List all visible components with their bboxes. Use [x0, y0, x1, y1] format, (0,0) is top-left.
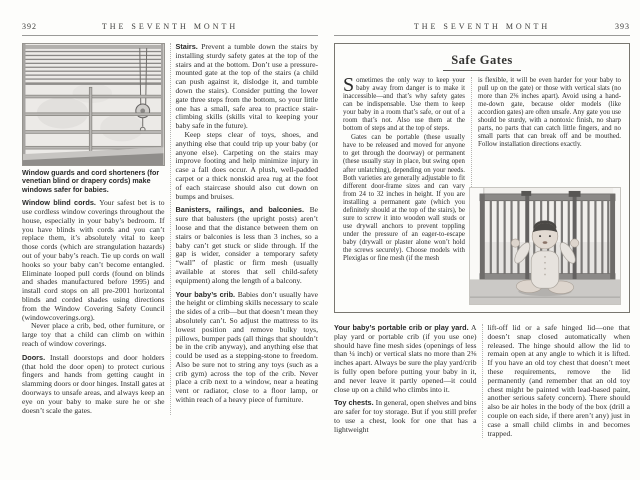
- paragraph-stairs: [176, 43, 319, 131]
- box-column-2: [478, 77, 621, 305]
- paragraph-play-yard: [334, 324, 477, 394]
- paragraph: is flexible, it will be even harder for your baby to pull up on the gate) or those with vertical slats (no more than 2⅜ inches apart). Avoid using a hand-me-down gate, because older models (like accordion gates) are often unsafe. Any gate you use should be sturdy, with a nontoxic finish, no sharp parts, no parts that can catch little fingers, and no small parts that can break off and be mouthed. Follow installation directions exactly.: [478, 77, 621, 149]
- column-2: [176, 43, 319, 415]
- lead-in: Window blind cords.: [22, 198, 96, 208]
- paragraph-babys-crib: [176, 291, 319, 405]
- lead-in: Stairs.: [175, 42, 198, 51]
- lead-in: Doors.: [22, 352, 46, 362]
- body-text: Your safest bet is to use cordless window coverings throughout the house, especially in your baby’s bedroom. If you have blinds with cords and you can’t replace them, it’s absolutely vital to keep those cords (which are strangulation hazards) out of your baby’s reach. Tie up cords on wall hooks so your baby can’t become entangled. Eliminate looped pull cords (found on blinds and shades manufactured before 1995) and install cord stops on all pre-2001 horizontal blinds and corded shades using directions from the Window Covering Safety Council (windowcoverings.org).: [22, 198, 165, 322]
- body-text: Prevent a tumble down the stairs by installing sturdy safety gates at the top of the stairs and at the bottom. Don’t use a pressure-mounted gate at the top of the stairs (a child can push against it, dislodge it, and tumble down the stairs). Consider putting the lower gate three steps from the bottom, so your little one has a small, safe area to practice stair-climbing skills (skills vital to keeping your baby safe in the future).: [175, 42, 319, 131]
- baby-safety-gate-illustration: [470, 188, 620, 304]
- page-header: [334, 22, 630, 36]
- page-header: [22, 22, 318, 36]
- body-text: A play yard or portable crib (if you use one) should have fine mesh sides (openings of less than ¼ inch) or vertical slats no more than 2⅜ inches apart. Always be sure the play yard/crib is fully open before putting your baby in it, and never leave it partly opened—it could close up on a child who climbs into it.: [334, 323, 477, 394]
- paragraph: Keep steps clear of toys, shoes, and anything else that could trip up your baby (or anyone else). Carpeting on the stairs may improve footing and help minimize injury in case a fall does occur. A plush, well-padded carpet or a thick nonskid area rug at the foot of each staircase should also cut down on bumps and bruises.: [175, 129, 318, 201]
- body-text: Be sure that balusters (the upright posts) aren’t loose and that the distance between them on stairs or balconies is less than 3 inches, so a baby can’t get stuck or slide through. If the gap is wider, consider a temporary safety “wall” of plastic or firm mesh (usually available at stores that sell child-safety equipment) along the length of a balcony.: [175, 205, 318, 285]
- body-text: ometimes the only way to keep your baby away from danger is to make it inaccessible—and that’s why safety gates can be indispensable. Use them to keep your baby in a room that’s safe, or out of a room that’s not. Also use them at the bottom of steps and at the top of steps.: [343, 77, 465, 133]
- page-number: 392: [22, 22, 37, 31]
- paragraph-banisters: [176, 206, 319, 285]
- text-columns: [22, 43, 318, 415]
- drop-cap: S: [343, 74, 355, 96]
- running-head: THE SEVENTH MONTH: [413, 22, 551, 31]
- below-box-columns: [334, 324, 630, 438]
- running-head: THE SEVENTH MONTH: [101, 22, 239, 31]
- box-columns: [343, 74, 621, 305]
- lead-in: Your baby’s crib.: [175, 289, 236, 299]
- body-text: In general, open shelves and bins are safer for toy storage. But if you still prefer to use a chest, look for one that has a lightweight: [334, 398, 477, 434]
- box-column-1: [343, 74, 465, 305]
- paragraph: lift-off lid or a safe hinged lid—one that doesn’t snap closed automatically when released. The hinge should allow the lid to remain open at any angle to which it is lifted. If you have an old toy chest that doesn’t meet these requirements, remove the lid permanently (and remember that an old toy chest might be painted with lead-based paint, another serious safety concern). There should also be air holes in the body of the box (drill a couple on each side, if there aren’t any) just in case a small child climbs in and becomes trapped.: [487, 323, 630, 438]
- lead-in: Banisters, railings, and balconies.: [175, 205, 305, 215]
- column-divider: [170, 43, 171, 415]
- box-title-text: Safe Gates: [443, 53, 521, 71]
- page-number: 393: [615, 22, 630, 31]
- body-text: Babies don’t usually have the height or climbing skills necessary to scale the sides of a crib—but that doesn’t mean they absolutely can’t. So adjust the mattress to its lowest position and remove bulky toys, pillows, bumper pads (all things that shouldn’t be in the crib anyway), and anything else that could be used as a stepping-stone to freedom. Also be sure not to string any toys (such as a crib gym) across the top of the crib. Never place a crib next to a window, near a heating vent or radiator, close to a floor lamp, or within reach of a heavy piece of furniture.: [175, 289, 319, 405]
- paragraph-toy-chests: [334, 399, 477, 434]
- paragraph: Never place a crib, bed, other furniture, or large toy that a child can climb on within reach of window coverings.: [22, 321, 165, 348]
- column-divider: [482, 324, 483, 438]
- column-2: [488, 324, 631, 438]
- box-title: [343, 51, 621, 71]
- column-1: [22, 43, 165, 415]
- column-1: [334, 324, 477, 438]
- page-393: [334, 22, 630, 438]
- page-392: [22, 22, 318, 415]
- window-guard-illustration: [22, 43, 165, 166]
- lead-in: Toy chests.: [334, 398, 374, 408]
- paragraph-window-blind-cords: [22, 199, 165, 322]
- lead-in: Your baby’s portable crib or play yard.: [334, 323, 469, 332]
- figure-caption: Window guards and cord shorteners (for venetian blind or drapery cords) make windows safer for babies.: [22, 169, 160, 194]
- safe-gates-box: [334, 43, 630, 313]
- paragraph-doors: [22, 354, 165, 416]
- paragraph: Gates can be portable (these usually have to be released and moved for anyone to get through the doorway) or permanent (these usually stay in place, but swing open after unlatching), depending on your needs. Both varieties are generally adjustable to fit different door-frame sizes and can vary from 24 to 32 inches in height. If you are installing a permanent gate (which you definitely should at the top of the stairs), be sure to screw it into wooden wall studs or use drywall anchors to prevent toppling under the pressure of an eager-to-escape baby (drywall or plaster alone won’t hold the screws securely). Choose models with Plexiglas or fine mesh (if the mesh: [343, 134, 465, 263]
- window-figure: [22, 43, 165, 194]
- body-text: Install doorstops and door holders (that hold the door open) to protect curious fingers and hands from getting caught in slamming doors or door hinges. Install gates at doorways to unsafe areas, and always keep an eye on your baby to make sure he or she doesn’t scale the gates.: [22, 352, 165, 415]
- paragraph: [343, 74, 465, 133]
- gate-figure: [469, 187, 621, 305]
